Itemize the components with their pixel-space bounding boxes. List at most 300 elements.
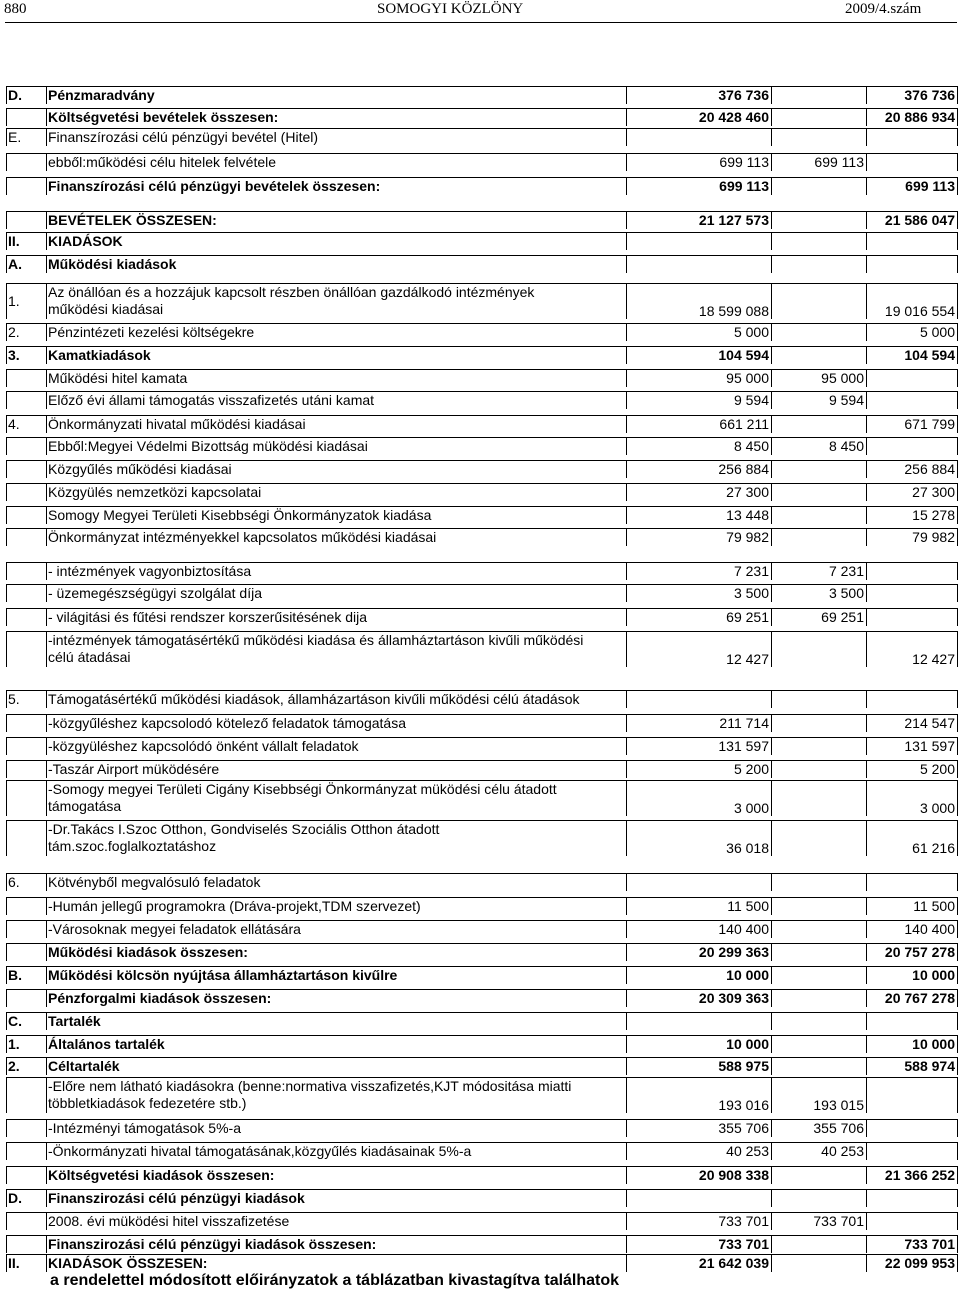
value-col-3: 10 000 xyxy=(912,1036,955,1052)
grid-line xyxy=(626,820,627,856)
grid-line xyxy=(957,943,958,961)
grid-line xyxy=(46,1166,47,1184)
grid-line xyxy=(957,1035,958,1053)
row-label: -közgyűléshez kapcsolodó kötelező feladatok támogatása xyxy=(48,715,406,731)
row-label: Előző évi állami támogatás visszafizetés utáni kamat xyxy=(48,392,375,408)
grid-line xyxy=(6,1057,957,1058)
grid-line xyxy=(771,737,772,755)
grid-line xyxy=(6,608,7,626)
grid-line xyxy=(626,369,627,387)
value-col-3: 20 757 278 xyxy=(884,944,955,960)
grid-line xyxy=(771,1057,772,1075)
grid-line xyxy=(866,897,867,915)
grid-line xyxy=(626,897,627,915)
grid-line xyxy=(6,760,957,761)
grid-line xyxy=(6,1254,7,1272)
row-label: Az önállóan és a hozzájuk kapcsolt részben önállóan gazdálkodó intézmények xyxy=(48,284,535,300)
grid-line xyxy=(771,153,772,171)
grid-line xyxy=(866,760,867,778)
grid-line xyxy=(46,943,47,961)
grid-line xyxy=(771,780,772,816)
table-row xyxy=(6,1035,957,1053)
grid-line xyxy=(771,873,772,891)
grid-line xyxy=(46,483,47,501)
row-code: E. xyxy=(8,129,22,145)
row-label: - üzemegészségügyi szolgálat díja xyxy=(48,585,263,601)
grid-line xyxy=(957,415,958,433)
value-col-2: 8 450 xyxy=(828,438,864,454)
grid-line xyxy=(771,1012,772,1030)
grid-line xyxy=(46,283,47,319)
grid-line xyxy=(626,437,627,455)
value-col-3: 21 586 047 xyxy=(884,212,955,228)
grid-line xyxy=(626,780,627,816)
grid-line xyxy=(866,562,867,580)
grid-line xyxy=(626,283,627,319)
grid-line xyxy=(6,153,7,171)
row-label: -közgyüléshez kapcsolódó önként vállalt feladatok xyxy=(48,738,359,754)
row-label: Ebből:Megyei Védelmi Bizottság müködési kiadásai xyxy=(48,438,368,454)
grid-line xyxy=(771,108,772,126)
grid-line xyxy=(771,1254,772,1272)
grid-line xyxy=(771,1166,772,1184)
table-row xyxy=(6,255,957,273)
grid-line xyxy=(6,737,7,755)
value-col-1: 355 706 xyxy=(718,1120,769,1136)
grid-line xyxy=(866,460,867,478)
grid-line xyxy=(6,369,957,370)
grid-line xyxy=(46,562,47,580)
grid-line xyxy=(46,1254,47,1272)
grid-line xyxy=(866,1166,867,1184)
grid-line xyxy=(6,873,957,874)
value-col-2: 9 594 xyxy=(828,392,864,408)
grid-line xyxy=(6,1212,7,1230)
row-label: Támogatásértékű működési kiadások, államházartáson kivűli működési célú átadások xyxy=(48,691,580,707)
header-divider xyxy=(5,22,957,23)
grid-line xyxy=(6,690,7,708)
row-code: 2. xyxy=(8,1058,20,1074)
grid-line xyxy=(771,1235,772,1253)
table-row xyxy=(6,391,957,409)
row-label: Költségvetési bevételek összesen: xyxy=(48,109,279,125)
grid-line xyxy=(866,1119,867,1137)
grid-line xyxy=(771,460,772,478)
table-row xyxy=(6,1142,957,1160)
grid-line xyxy=(957,1012,958,1030)
grid-line xyxy=(626,1119,627,1137)
table-row xyxy=(6,108,957,126)
grid-line xyxy=(866,780,867,816)
table-row xyxy=(6,897,957,915)
value-col-1: 588 975 xyxy=(718,1058,769,1074)
value-col-3: 10 000 xyxy=(912,967,955,983)
grid-line xyxy=(6,108,957,109)
row-label: BEVÉTELEK ÖSSZESEN: xyxy=(48,212,217,228)
value-col-3: 140 400 xyxy=(904,921,955,937)
row-label: -Önkormányzati hivatal támogatásának,közgyűlés kiadásainak 5%-a xyxy=(48,1143,472,1159)
grid-line xyxy=(866,690,867,708)
table-row xyxy=(6,820,957,856)
grid-line xyxy=(6,1035,7,1053)
value-col-3: 22 099 953 xyxy=(884,1255,955,1271)
value-col-3: 19 016 554 xyxy=(884,303,955,319)
value-col-3: 12 427 xyxy=(912,651,955,667)
value-col-3: 214 547 xyxy=(904,715,955,731)
value-col-3: 61 216 xyxy=(912,840,955,856)
table-row xyxy=(6,737,957,755)
grid-line xyxy=(771,1142,772,1160)
grid-line xyxy=(626,873,627,891)
row-label: Működési kiadások összesen: xyxy=(48,944,248,960)
value-col-1: 95 000 xyxy=(726,370,769,386)
table-row xyxy=(6,506,957,524)
grid-line xyxy=(771,690,772,708)
row-label: 2008. évi müködési hitel visszafizetése xyxy=(48,1213,290,1229)
grid-line xyxy=(46,391,47,409)
row-code: D. xyxy=(8,87,22,103)
grid-line xyxy=(957,211,958,229)
grid-line xyxy=(957,584,958,602)
value-col-3: 21 366 252 xyxy=(884,1167,955,1183)
grid-line xyxy=(6,1235,7,1253)
grid-line xyxy=(6,177,7,195)
grid-line xyxy=(6,584,957,585)
table-row xyxy=(6,437,957,455)
grid-line xyxy=(771,562,772,580)
value-col-1: 20 908 338 xyxy=(698,1167,769,1183)
row-code: 4. xyxy=(8,416,20,432)
grid-line xyxy=(957,177,958,195)
grid-line xyxy=(6,346,957,347)
grid-line xyxy=(957,690,958,708)
grid-line xyxy=(771,1212,772,1230)
table-row xyxy=(6,1119,957,1137)
grid-line xyxy=(866,153,867,171)
grid-line xyxy=(866,873,867,891)
grid-line xyxy=(626,1142,627,1160)
row-label: Működési hitel kamata xyxy=(48,370,188,386)
grid-line xyxy=(46,506,47,524)
grid-line xyxy=(771,584,772,602)
grid-line xyxy=(6,631,7,667)
grid-line xyxy=(771,1077,772,1113)
grid-line xyxy=(771,483,772,501)
grid-line xyxy=(46,1189,47,1207)
grid-line xyxy=(6,437,957,438)
grid-line xyxy=(6,323,957,324)
grid-line xyxy=(626,255,627,273)
grid-line xyxy=(866,346,867,364)
row-label: Finanszírozási célú pénzügyi bevétel (Hitel) xyxy=(48,129,319,145)
table-row xyxy=(6,1057,957,1075)
page-number: 880 xyxy=(4,1,27,17)
grid-line xyxy=(771,346,772,364)
table-row xyxy=(6,177,957,195)
grid-line xyxy=(866,1077,867,1113)
table-row xyxy=(6,153,957,171)
grid-line xyxy=(957,153,958,171)
grid-line xyxy=(46,820,47,856)
grid-line xyxy=(866,177,867,195)
grid-line xyxy=(866,391,867,409)
grid-line xyxy=(6,128,957,129)
grid-line xyxy=(771,323,772,341)
value-col-2: 699 113 xyxy=(814,154,864,170)
grid-line xyxy=(6,780,7,816)
grid-line xyxy=(957,780,958,816)
grid-line xyxy=(866,631,867,667)
value-col-1: 20 299 363 xyxy=(698,944,769,960)
grid-line xyxy=(6,177,957,178)
grid-line xyxy=(866,232,867,250)
grid-line xyxy=(6,989,957,990)
row-code: 5. xyxy=(8,691,20,707)
row-code: D. xyxy=(8,1190,22,1206)
grid-line xyxy=(866,943,867,961)
grid-line xyxy=(626,1235,627,1253)
row-code: II. xyxy=(8,233,20,249)
value-col-1: 13 448 xyxy=(726,507,769,523)
row-label: -Dr.Takács I.Szoc Otthon, Gondviselés Szociális Otthon átadott xyxy=(48,821,440,837)
grid-line xyxy=(866,1057,867,1075)
row-code: 6. xyxy=(8,874,20,890)
grid-line xyxy=(46,989,47,1007)
table-row xyxy=(6,1189,957,1207)
grid-line xyxy=(6,1012,7,1030)
grid-line xyxy=(46,460,47,478)
grid-line xyxy=(866,283,867,319)
value-col-3: 699 113 xyxy=(905,178,955,194)
grid-line xyxy=(6,943,7,961)
grid-line xyxy=(46,1077,47,1113)
value-col-1: 256 884 xyxy=(718,461,769,477)
grid-line xyxy=(6,943,957,944)
table-row xyxy=(6,1166,957,1184)
value-col-2: 733 701 xyxy=(813,1213,864,1229)
value-col-1: 40 253 xyxy=(726,1143,769,1159)
value-col-1: 104 594 xyxy=(718,347,769,363)
grid-line xyxy=(957,483,958,501)
grid-line xyxy=(771,920,772,938)
grid-line xyxy=(626,460,627,478)
grid-line xyxy=(46,1119,47,1137)
row-label: Finanszirozási célú pénzügyi kiadások xyxy=(48,1190,305,1206)
grid-line xyxy=(957,1077,958,1113)
table-row xyxy=(6,760,957,778)
value-col-1: 69 251 xyxy=(726,609,769,625)
grid-line xyxy=(6,737,957,738)
value-col-2: 3 500 xyxy=(828,585,864,601)
grid-line xyxy=(626,1212,627,1230)
value-col-3: 20 886 934 xyxy=(884,109,955,125)
value-col-1: 211 714 xyxy=(719,715,769,731)
grid-line xyxy=(626,153,627,171)
row-label: KIADÁSOK xyxy=(48,233,123,249)
row-label: -Somogy megyei Területi Cigány Kisebbségi Önkormányzat müködési célu átadott xyxy=(48,781,557,797)
grid-line xyxy=(6,989,7,1007)
grid-line xyxy=(626,211,627,229)
value-col-2: 40 253 xyxy=(821,1143,864,1159)
grid-line xyxy=(866,989,867,1007)
grid-line xyxy=(6,1166,7,1184)
grid-line xyxy=(866,437,867,455)
grid-line xyxy=(957,283,958,319)
table-row xyxy=(6,608,957,626)
grid-line xyxy=(626,528,627,546)
table-row xyxy=(6,943,957,961)
grid-line xyxy=(46,323,47,341)
grid-line xyxy=(6,1012,957,1013)
row-label: KIADÁSOK ÖSSZESEN: xyxy=(48,1255,208,1271)
row-label: Pénzforgalmi kiadások összesen: xyxy=(48,990,272,1006)
grid-line xyxy=(6,283,7,319)
row-label: Általános tartalék xyxy=(48,1036,165,1052)
value-col-1: 733 701 xyxy=(718,1236,769,1252)
grid-line xyxy=(6,1235,957,1236)
grid-line xyxy=(626,346,627,364)
row-label: -Előre nem látható kiadásokra (benne:normativa visszafizetés,KJT módositása miatti xyxy=(48,1078,572,1094)
grid-line xyxy=(6,437,7,455)
table-row xyxy=(6,1212,957,1230)
row-label: Tartalék xyxy=(48,1013,101,1029)
grid-line xyxy=(866,211,867,229)
grid-line xyxy=(771,211,772,229)
grid-line xyxy=(626,920,627,938)
grid-line xyxy=(957,760,958,778)
grid-line xyxy=(626,943,627,961)
grid-line xyxy=(6,283,957,284)
grid-line xyxy=(957,232,958,250)
row-label-cont: többletkiadások fedezetére stb.) xyxy=(48,1095,247,1111)
grid-line xyxy=(866,737,867,755)
grid-line xyxy=(957,608,958,626)
grid-line xyxy=(46,1012,47,1030)
table-row xyxy=(6,966,957,984)
grid-line xyxy=(626,714,627,732)
grid-line xyxy=(6,966,7,984)
grid-line xyxy=(957,391,958,409)
grid-line xyxy=(46,528,47,546)
row-code: 1. xyxy=(8,1036,20,1052)
grid-line xyxy=(771,86,772,104)
table-row xyxy=(6,1077,957,1113)
grid-line xyxy=(771,631,772,667)
grid-line xyxy=(46,177,47,195)
value-col-1: 9 594 xyxy=(733,392,769,408)
grid-line xyxy=(866,128,867,146)
table-row xyxy=(6,211,957,229)
row-label: -Humán jellegű programokra (Dráva-projekt,TDM szervezet) xyxy=(48,898,421,914)
value-col-1: 10 000 xyxy=(726,1036,769,1052)
grid-line xyxy=(866,506,867,524)
grid-line xyxy=(6,255,7,273)
grid-line xyxy=(626,128,627,146)
table-row xyxy=(6,86,957,104)
grid-line xyxy=(957,631,958,667)
value-col-3: 256 884 xyxy=(904,461,955,477)
grid-line xyxy=(6,897,7,915)
row-label: Finanszírozási célú pénzügyi bevételek összesen: xyxy=(48,178,381,194)
table-row xyxy=(6,873,957,891)
row-code: C. xyxy=(8,1013,22,1029)
row-code: 2. xyxy=(8,324,20,340)
grid-line xyxy=(626,1057,627,1075)
grid-line xyxy=(771,1189,772,1207)
value-col-2: 95 000 xyxy=(821,370,864,386)
table-row xyxy=(6,989,957,1007)
value-col-2: 193 015 xyxy=(813,1097,864,1113)
grid-line xyxy=(626,1166,627,1184)
value-col-3: 11 500 xyxy=(913,898,955,914)
grid-line xyxy=(6,897,957,898)
grid-line xyxy=(866,966,867,984)
value-col-3: 79 982 xyxy=(912,529,955,545)
grid-line xyxy=(6,780,957,781)
grid-line xyxy=(957,820,958,856)
grid-line xyxy=(6,483,957,484)
row-label: Finanszirozási célú pénzügyi kiadások összesen: xyxy=(48,1236,377,1252)
grid-line xyxy=(626,1254,627,1272)
grid-line xyxy=(957,1166,958,1184)
grid-line xyxy=(6,232,957,233)
value-col-1: 699 113 xyxy=(719,154,769,170)
value-col-1: 3 000 xyxy=(733,800,769,816)
grid-line xyxy=(6,528,957,529)
row-label: -Intézményi támogatások 5%-a xyxy=(48,1120,241,1136)
grid-line xyxy=(866,369,867,387)
row-label: Pénzintézeti kezelési költségekre xyxy=(48,324,255,340)
grid-line xyxy=(957,1119,958,1137)
grid-line xyxy=(46,1035,47,1053)
grid-line xyxy=(6,1212,957,1213)
grid-line xyxy=(771,232,772,250)
row-label: Költségvetési kiadások összesen: xyxy=(48,1167,275,1183)
grid-line xyxy=(866,323,867,341)
grid-line xyxy=(6,966,957,967)
grid-line xyxy=(6,346,7,364)
grid-line xyxy=(46,108,47,126)
grid-line xyxy=(46,631,47,667)
grid-line xyxy=(626,232,627,250)
grid-line xyxy=(957,897,958,915)
table-row xyxy=(6,1235,957,1253)
grid-line xyxy=(866,1212,867,1230)
value-col-1: 18 599 088 xyxy=(698,303,769,319)
grid-line xyxy=(957,460,958,478)
grid-line xyxy=(626,506,627,524)
row-label: Önkormányzat intézményekkel kapcsolatos működési kiadásai xyxy=(48,529,437,545)
grid-line xyxy=(626,989,627,1007)
grid-line xyxy=(626,391,627,409)
value-col-3: 5 000 xyxy=(919,324,955,340)
value-col-1: 21 642 039 xyxy=(698,1255,769,1271)
grid-line xyxy=(866,1254,867,1272)
grid-line xyxy=(771,989,772,1007)
grid-line xyxy=(771,369,772,387)
table-row xyxy=(6,631,957,667)
grid-line xyxy=(626,108,627,126)
grid-line xyxy=(626,631,627,667)
grid-line xyxy=(957,528,958,546)
value-col-1: 661 211 xyxy=(719,416,769,432)
grid-line xyxy=(6,1119,7,1137)
grid-line xyxy=(46,760,47,778)
table-row xyxy=(6,584,957,602)
grid-line xyxy=(46,690,47,708)
table-row xyxy=(6,714,957,732)
grid-line xyxy=(6,820,7,856)
